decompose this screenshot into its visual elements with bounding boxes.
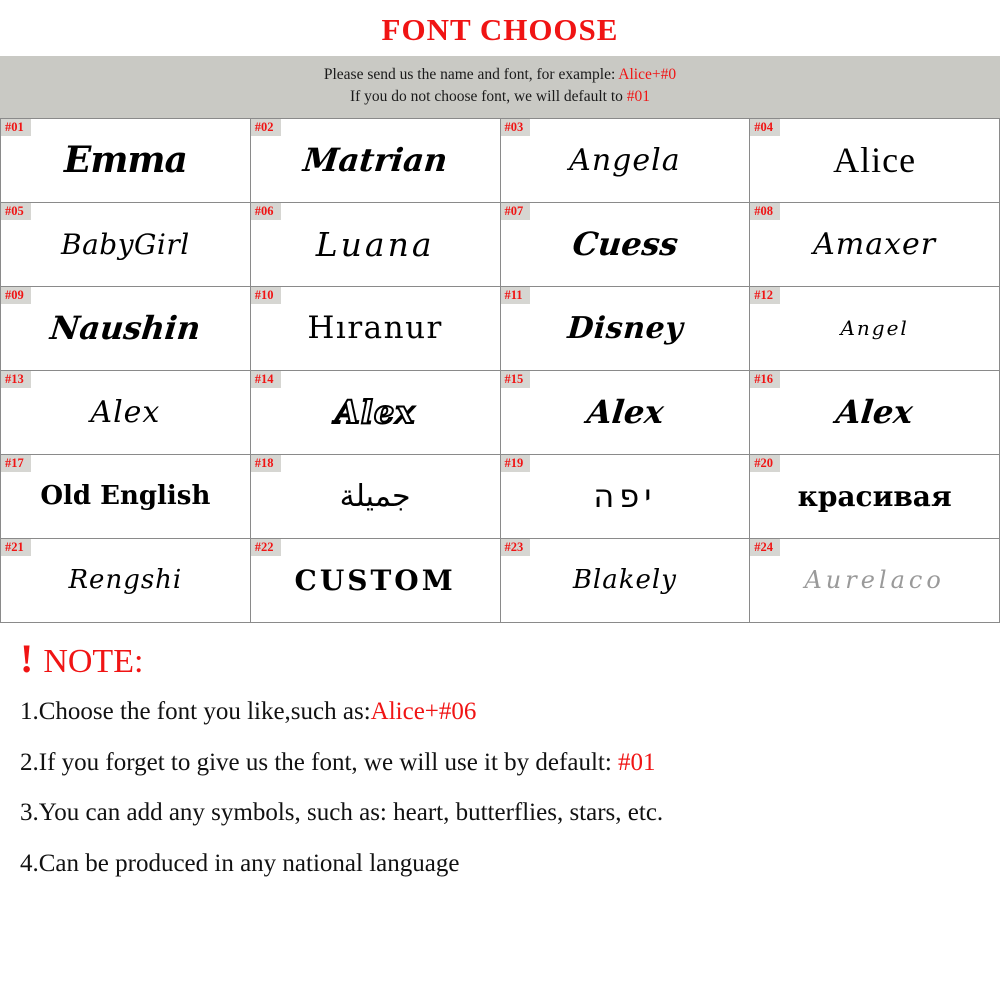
font-cell[interactable] [750, 539, 1000, 623]
font-sample-text: CUSTOM [294, 563, 456, 597]
font-code-badge: #21 [1, 539, 31, 556]
font-cell[interactable] [750, 203, 1000, 287]
font-cell[interactable] [501, 287, 751, 371]
font-sample-text: Naushin [48, 309, 203, 348]
font-cell[interactable] [251, 371, 501, 455]
font-code-badge: #10 [251, 287, 281, 304]
font-cell[interactable] [750, 287, 1000, 371]
font-code-badge: #15 [501, 371, 531, 388]
page-title: FONT CHOOSE [381, 12, 619, 47]
font-sample-text: Blakely [572, 565, 677, 596]
font-cell[interactable] [750, 119, 1000, 203]
note-item-text: 3.You can add any symbols, such as: heart, butterflies, stars, etc. [20, 799, 664, 827]
font-cell[interactable] [501, 455, 751, 539]
note-item-text: 2.If you forget to give us the font, we will use it by default: [20, 748, 619, 776]
note-section [0, 623, 1000, 890]
note-item [20, 738, 980, 789]
font-sample-text: Cuess [570, 225, 680, 264]
font-code-badge: #07 [501, 203, 531, 220]
font-cell[interactable] [501, 203, 751, 287]
font-code-badge: #01 [1, 119, 31, 136]
instruction-line-1 [0, 64, 1000, 86]
font-sample-text: Alex [584, 393, 666, 432]
font-code-badge: #14 [251, 371, 281, 388]
font-code-badge: #18 [251, 455, 281, 472]
font-sample-text: جميلة [339, 478, 411, 514]
font-sample-text: Alex [90, 394, 161, 430]
font-sample-text: Hıranur [307, 310, 443, 347]
font-sample-text: Luana [315, 224, 435, 264]
note-item-highlight: Alice+#06 [370, 697, 477, 725]
instruction-default-code: #01 [626, 88, 651, 106]
font-sample-text: Alex [834, 393, 915, 432]
exclamation-icon: ! [20, 635, 34, 681]
note-item [20, 839, 980, 890]
font-cell[interactable] [251, 119, 501, 203]
font-cell[interactable] [1, 119, 251, 203]
font-cell[interactable] [1, 203, 251, 287]
font-sample-text: Matrian [301, 141, 450, 180]
font-cell[interactable] [501, 371, 751, 455]
font-sample-text: Angela [569, 142, 681, 178]
font-cell[interactable] [750, 455, 1000, 539]
instruction-band [0, 56, 1000, 118]
font-cell[interactable] [1, 371, 251, 455]
font-sample-text: Rengshi [68, 565, 183, 596]
font-sample-text: Alice [833, 140, 917, 181]
font-cell[interactable] [501, 119, 751, 203]
note-list [20, 687, 980, 890]
instruction-line-1-text: Please send us the name and font, for example: [323, 66, 619, 83]
font-cell[interactable] [251, 203, 501, 287]
font-code-badge: #19 [501, 455, 531, 472]
note-item [20, 687, 980, 738]
font-code-badge: #20 [750, 455, 780, 472]
font-sample-text: יפה [593, 477, 657, 516]
note-header [20, 635, 980, 681]
font-cell[interactable] [501, 539, 751, 623]
font-cell[interactable] [1, 455, 251, 539]
font-cell[interactable] [1, 539, 251, 623]
font-sample-text: Angel [840, 316, 909, 341]
note-item-highlight: #01 [618, 748, 656, 776]
font-code-badge: #13 [1, 371, 31, 388]
font-sample-text: Amaxer [813, 226, 937, 262]
font-code-badge: #06 [251, 203, 281, 220]
font-code-badge: #02 [251, 119, 281, 136]
font-code-badge: #05 [1, 203, 31, 220]
note-item-text: 1.Choose the font you like,such as: [20, 697, 371, 725]
font-code-badge: #22 [251, 539, 281, 556]
font-code-badge: #09 [1, 287, 31, 304]
note-item [20, 788, 980, 839]
font-sample-text: Alex [334, 393, 416, 432]
font-code-badge: #03 [501, 119, 531, 136]
note-title: NOTE: [43, 642, 144, 680]
font-code-badge: #24 [750, 539, 780, 556]
instruction-line-2-text: If you do not choose font, we will default to [349, 88, 627, 106]
font-sample-text: BabyGirl [61, 227, 190, 261]
font-cell[interactable] [750, 371, 1000, 455]
font-cell[interactable] [251, 539, 501, 623]
font-sample-text: Disney [565, 310, 684, 346]
font-grid [0, 118, 1000, 623]
font-code-badge: #23 [501, 539, 531, 556]
font-cell[interactable] [1, 287, 251, 371]
font-cell[interactable] [251, 287, 501, 371]
font-code-badge: #17 [1, 455, 31, 472]
font-code-badge: #12 [750, 287, 780, 304]
font-sample-text: Aurelaco [804, 566, 945, 595]
font-code-badge: #16 [750, 371, 780, 388]
instruction-line-2 [0, 86, 1000, 108]
font-code-badge: #04 [750, 119, 780, 136]
note-item-text: 4.Can be produced in any national language [20, 850, 460, 878]
instruction-example: Alice+#0 [618, 66, 677, 83]
font-cell[interactable] [251, 455, 501, 539]
font-sample-text: красивая [797, 479, 952, 513]
font-sample-text: Old English [40, 481, 211, 512]
font-sample-text: Emma [63, 139, 187, 182]
font-code-badge: #08 [750, 203, 780, 220]
font-code-badge: #11 [501, 287, 530, 304]
